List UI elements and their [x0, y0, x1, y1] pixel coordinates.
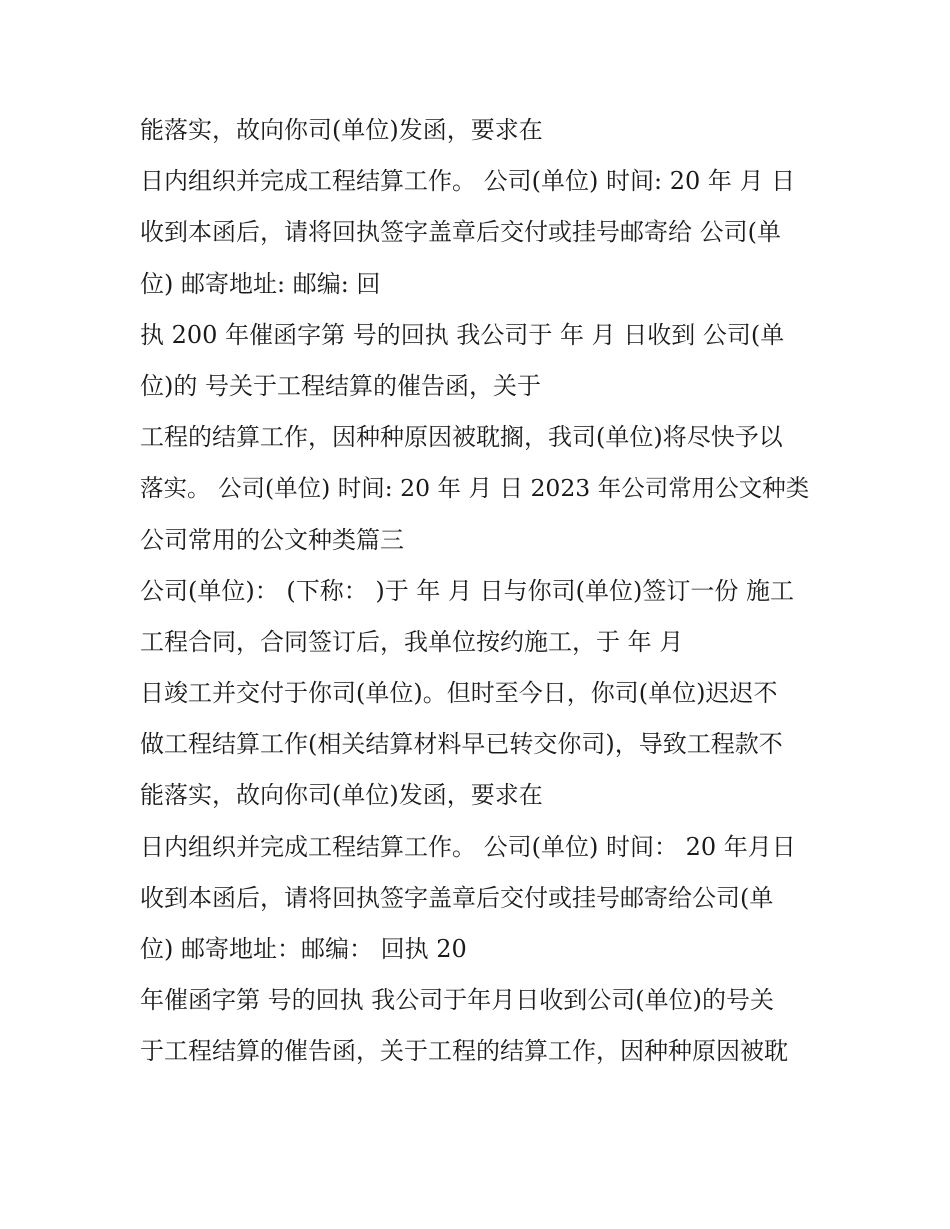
text-line: 落实。 公司(单位) 时间: 20 年 月 日 2023 年公司常用公文种类 [140, 474, 810, 503]
text-line: 位) 邮寄地址: 邮编: 回 [140, 269, 381, 298]
text-line: 工程合同，合同签订后，我单位按约施工，于 年 月 [140, 627, 684, 656]
text-line: 日竣工并交付于你司(单位)。但时至今日，你司(单位)迟迟不 [140, 679, 778, 708]
text-line: 公司(单位)： (下称： )于 年 月 日与你司(单位)签订一份 施工 [140, 576, 794, 605]
text-line: 于工程结算的催告函，关于工程的结算工作，因种种原因被耽 [140, 1037, 788, 1066]
text-line: 收到本函后，请将回执签字盖章后交付或挂号邮寄给公司(单 [140, 883, 774, 912]
text-line: 位)的 号关于工程结算的催告函，关于 [140, 371, 541, 400]
text-line: 能落实，故向你司(单位)发函，要求在 [140, 116, 543, 144]
text-line: 日内组织并完成工程结算工作。 公司(单位) 时间: 20 年 月 日 [140, 167, 796, 196]
text-line: 执 200 年催函字第 号的回执 我公司于 年 月 日收到 公司(单 [140, 320, 785, 349]
document-body [140, 105, 820, 1078]
text-line: 收到本函后，请将回执签字盖章后交付或挂号邮寄给 公司(单 [140, 218, 781, 247]
section-heading: 公司常用的公文种类篇三 [140, 525, 404, 554]
text-line: 位) 邮寄地址：邮编： 回执 20 [140, 935, 467, 963]
text-line: 做工程结算工作(相关结算材料早已转交你司)，导致工程款不 [140, 730, 783, 759]
text-line: 年催函字第 号的回执 我公司于年月日收到公司(单位)的号关 [140, 986, 774, 1015]
text-line: 日内组织并完成工程结算工作。 公司(单位) 时间： 20 年月日 [140, 832, 796, 861]
text-line: 能落实，故向你司(单位)发函，要求在 [140, 781, 543, 810]
text-line: 工程的结算工作，因种种原因被耽搁，我司(单位)将尽快予以 [140, 423, 783, 452]
